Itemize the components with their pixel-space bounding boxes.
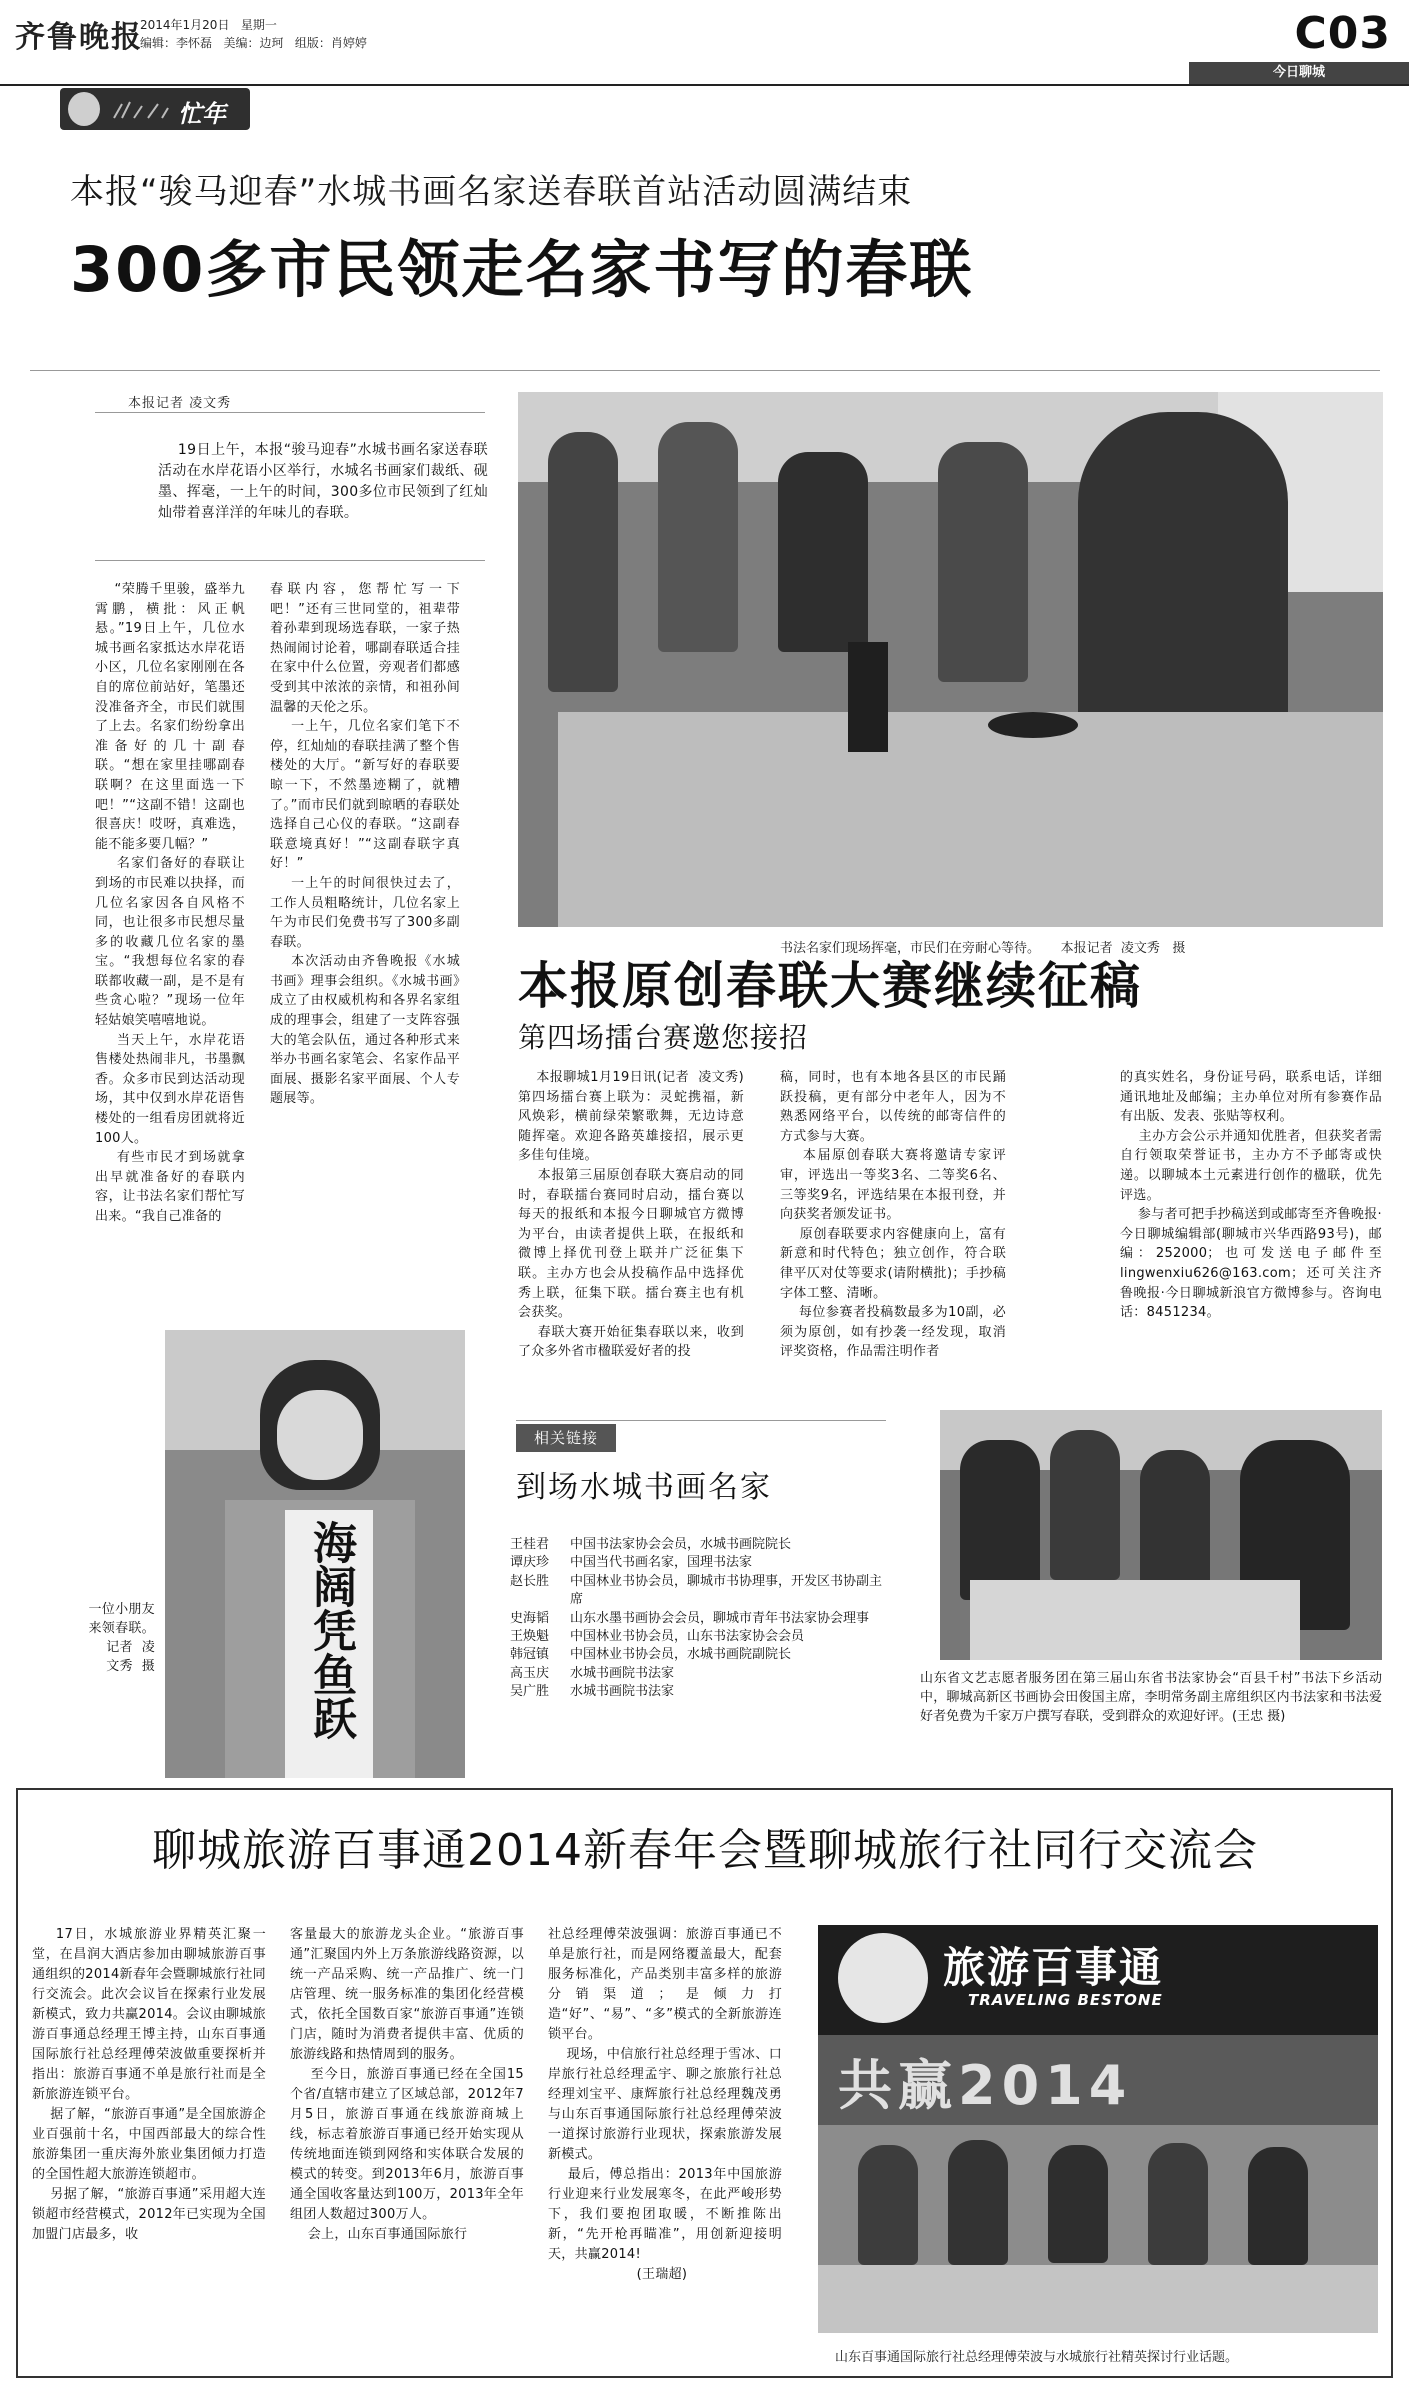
story3-column-3: 社总经理傅荣波强调：旅游百事通已不单是旅行社，而是网络覆盖最大，配套服务标准化，产品类别丰富多样的旅游分销渠道；是倾力打造“好”、“易”、“多”模式的全新旅游连锁平台。 现场，中信旅行社总经理于雪冰、口岸旅行社总经理孟宇、聊之旅旅行社总经理刘宝平、康辉旅行社总经理魏茂勇与山东百事通国际旅行社总经理傅荣波一道探讨旅游行业现状，探索旅游发展新模式。 最后，傅总指出：2013年中国旅游行业迎来行业发展寒冬，在此严峻形势下，我们要抱团取暖，不断推陈出新，“先开枪再瞄准”，用创新迎接明天，共赢2014! (王瑞超) (548, 1927, 783, 2282)
artist-title: 水城书画院书法家 (570, 1684, 675, 1700)
couplet-scroll-text: 海阔凭鱼跃 (305, 1520, 356, 1740)
related-links-tag: 相关链接 (516, 1424, 616, 1452)
issue-info (140, 16, 367, 52)
artist-name: 韩冠镇 (510, 1647, 550, 1663)
tourism-meeting-photo (818, 1925, 1378, 2333)
artist-row (510, 1573, 890, 1610)
artist-name: 赵长胜 (510, 1573, 550, 1589)
story2-subhead: 第四场擂台赛邀您接招 (518, 1021, 809, 1054)
artist-name: 吴广胜 (510, 1684, 550, 1700)
artist-title: 中国林业书协会员，水城书画院副院长 (570, 1647, 792, 1663)
main-photo-caption: 书法名家们现场挥毫，市民们在旁耐心等待。 本报记者 凌文秀 摄 (780, 941, 1186, 956)
story1-kicker: 本报“骏马迎春”水城书画名家送春联首站活动圆满结束 (70, 172, 913, 212)
artist-row (510, 1554, 890, 1572)
story1-byline: 本报记者 凌文秀 (128, 396, 232, 411)
story2-column-1: 本报聊城1月19日讯(记者 凌文秀) 第四场擂台赛上联为：灵蛇携福，新风焕彩，横前绿荣繁歌舞，无边诗意随挥毫。欢迎各路英雄接招，展示更多佳句佳境。 本报第三届原创春联大赛启动的同时，春联擂台赛同时启动，擂台赛以每天的报纸和本报今日聊城官方微博为平台，由读者提供上联，在报纸和微博上择优刊登上联并广泛征集下联。主办方也会从投稿作品中选择优秀上联，征集下联。擂台赛主也有机会获奖。 春联大赛开始征集春联以来，收到了众多外省市楹联爱好者的投 (518, 1070, 745, 1360)
mascot-icon (838, 1933, 928, 2023)
artist-title: 中国林业书协会员，聊城市书协理事，开发区书协副主席 (570, 1573, 883, 1608)
artist-row (510, 1536, 890, 1554)
story3-headline: 聊城旅游百事通2014新春年会暨聊城旅行社同行交流会 (152, 1825, 1258, 1876)
artist-title: 中国当代书画名家，国理书法家 (570, 1555, 753, 1571)
child-face-icon (68, 92, 100, 126)
banner-brand: 旅游百事通 (943, 1943, 1164, 1992)
divider (30, 370, 1380, 371)
story1-column-a: “荣腾千里骏，盛举九霄鹏，横批：风正帆悬。”19日上午，几位水城书画名家抵达水岸花语小区，几位名家刚刚在各自的席位前站好，笔墨还没准备齐全，市民们就围了上去。名家们纷纷拿出准备好的几十副春联。“想在家里挂哪副春联啊？在这里面选一下吧！”“这副不错！这副也很喜庆！哎呀，真难选，能不能多要几幅？” 名家们备好的春联让到场的市民难以抉择，而几位名家因各自风格不同，也让很多市民想尽量多的收藏几位名家的墨宝。“我想每位名家的春联都收藏一副，是不是有些贪心啦？”现场一位年轻姑娘笑嘻嘻地说。 当天上午，水岸花语售楼处热闹非凡，书墨飘香。众多市民到达活动现场，其中仅到水岸花语售楼处的一组看房团就将近100人。 有些市民才到场就拿出早就准备好的春联内容，让书法名家们帮忙写出来。“我自己准备的 (95, 582, 245, 1224)
related-links-title: 到场水城书画名家 (516, 1470, 772, 1505)
story3-column-2: 客量最大的旅游龙头企业。“旅游百事通”汇聚国内外上万条旅游线路资源，以统一产品采购、统一产品推广、统一门店管理、统一服务标准的集团化经营模式，依托全国数百家“旅游百事通”连锁门店，随时为消费者提供丰富、优质的旅游线路和热情周到的服务。 至今日，旅游百事通已经在全国15个省/直辖市建立了区域总部，2012年7月5日，旅游百事通在线旅游商城上线，标志着旅游百事通已经开始实现从传统地面连锁到网络和实体联合发展的模式的转变。到2013年6月，旅游百事通全国收客量达到100万，2013年全年组团人数超过300万人。 会上，山东百事通国际旅行 (290, 1927, 525, 2242)
calligraphy-event-photo (518, 392, 1383, 927)
artist-name: 史海韬 (510, 1610, 550, 1626)
divider (95, 412, 485, 413)
artist-title: 山东水墨书画协会会员，聊城市青年书法家协会理事 (570, 1610, 870, 1626)
artist-row (510, 1610, 890, 1628)
section-label: 今日聊城 (1189, 62, 1409, 84)
artist-row (510, 1665, 890, 1683)
issue-date: 2014年1月20日 星期一 (140, 18, 277, 32)
artist-name: 谭庆珍 (510, 1555, 550, 1571)
divider (516, 1420, 886, 1421)
story2-headline: 本报原创春联大赛继续征稿 (518, 957, 1142, 1015)
artist-title: 水城书画院书法家 (570, 1665, 675, 1681)
story3-column-1: 17日，水城旅游业界精英汇聚一堂，在昌润大酒店参加由聊城旅游百事通组织的2014新春年会暨聊城旅行社同行交流会。此次会议旨在探索行业发展新模式，致力共赢2014。会议由聊城旅游百事通总经理王博主持，山东百事通国际旅行社总经理傅荣波做重要探析并指出：旅游百事通不单是旅行社而是全新旅游连锁平台。 据了解，“旅游百事通”是全国旅游企业百强前十名，中国西部最大的综合性旅游集团一重庆海外旅业集团倾力打造的全国性超大旅游连锁超市。 另据了解，“旅游百事通”采用超大连锁超市经营模式，2012年已实现为全国加盟门店最多，收 (32, 1927, 267, 2242)
story1-column-b: 春联内容，您帮忙写一下吧！”还有三世同堂的，祖辈带着孙辈到现场选春联，一家子热热闹闹讨论着，哪副春联适合挂在家中什么位置，旁观者们都感受到其中浓浓的亲情，和祖孙间温馨的天伦之乐。 一上午，几位名家们笔下不停，红灿灿的春联挂满了整个售楼处的大厅。“新写好的春联要晾一下，不然墨迹糊了，就糟了。”而市民们就到晾晒的春联处选择自己心仪的春联。“这副春联意境真好！”“这副春联字真好！” 一上午的时间很快过去了，工作人员粗略统计，几位名家上午为市民们免费书写了300多副春联。 本次活动由齐鲁晚报《水城书画》理事会组织。《水城书画》成立了由权威机构和各界名家组成的理事会，组建了一支阵容强大的笔会队伍，通过各种形式来举办书画名家笔会、名家作品平面展、摄影名家平面展、个人专题展等。 (270, 582, 460, 1107)
artist-title: 中国林业书协会员，山东书法家协会会员 (570, 1629, 805, 1645)
editor-credits: 编辑：李怀磊 美编：边珂 组版：肖婷婷 (140, 36, 367, 50)
banner-slogan: 共赢2014 (838, 2054, 1133, 2117)
column-logo (60, 88, 250, 130)
story1-lead: 19日上午，本报“骏马迎春”水城书画名家送春联活动在水岸花语小区举行，水城名书画家们裁纸、砚墨、挥毫，一上午的时间，300多位市民领到了红灿灿带着喜洋洋的年味儿的春联。 (158, 442, 488, 521)
tourism-photo-caption: 山东百事通国际旅行社总经理傅荣波与水城旅行社精英探讨行业话题。 (835, 2350, 1239, 2365)
fireworks-icon (108, 98, 172, 122)
right-photo-caption: 山东省文艺志愿者服务团在第三届山东省书法家协会“百县千村”书法下乡活动中，聊城高新区书画协会田俊国主席，李明常务副主席组织区内书法家和书法爱好者免费为千家万户撰写春联，受到群众的欢迎好评。(王忠 摄) (920, 1671, 1382, 1724)
header-rule (0, 84, 1409, 86)
artist-row (510, 1683, 890, 1701)
girl-with-couplet-photo (165, 1330, 465, 1778)
story1-headline: 300多市民领走名家书写的春联 (70, 233, 974, 306)
divider (95, 560, 485, 561)
volunteer-calligraphy-photo (940, 1410, 1382, 1660)
artist-row (510, 1628, 890, 1646)
paper-name: 齐鲁晚报 (15, 20, 143, 55)
artist-name: 王焕魁 (510, 1629, 550, 1645)
page-number: C03 (1294, 8, 1391, 59)
artist-name: 王桂君 (510, 1537, 550, 1552)
artist-list (510, 1536, 890, 1702)
artist-row (510, 1646, 890, 1664)
column-logo-label: 忙年 (178, 99, 226, 128)
girl-photo-caption: 一位小朋友来领春联。 记者 凌文秀 摄 (88, 1602, 155, 1674)
artist-title: 中国书法家协会会员，水城书画院院长 (570, 1537, 792, 1552)
banner-english: TRAVELING BESTONE (968, 1991, 1163, 2009)
story2-column-3: 的真实姓名，身份证号码，联系电话，详细通讯地址及邮编；主办单位对所有参赛作品有出版、发表、张贴等权利。 主办方会公示并通知优胜者，但获奖者需自行领取荣誉证书，主办方不予邮寄或快递。以聊城本土元素进行创作的楹联，优先评选。 参与者可把手抄稿送到或邮寄至齐鲁晚报·今日聊城编辑部(聊城市兴华西路93号)，邮编：252000；也可发送电子邮件至lingwenxiu626@163.com；还可关注齐鲁晚报·今日聊城新浪官方微博参与。咨询电话：8451234。 (1120, 1070, 1382, 1321)
story2-column-2: 稿，同时，也有本地各县区的市民踊跃投稿，更有部分中老年人，因为不熟悉网络平台，以传统的邮寄信件的方式参与大赛。 本届原创春联大赛将邀请专家评审，评选出一等奖3名、二等奖6名、三等奖9名，评选结果在本报刊登，并向获奖者颁发证书。 原创春联要求内容健康向上，富有新意和时代特色；独立创作，符合联律平仄对仗等要求(请附横批)；手抄稿字体工整、清晰。 每位参赛者投稿数最多为10副，必须为原创，如有抄袭一经发现，取消评奖资格，作品需注明作者 (780, 1070, 1006, 1360)
artist-name: 高玉庆 (510, 1665, 550, 1681)
